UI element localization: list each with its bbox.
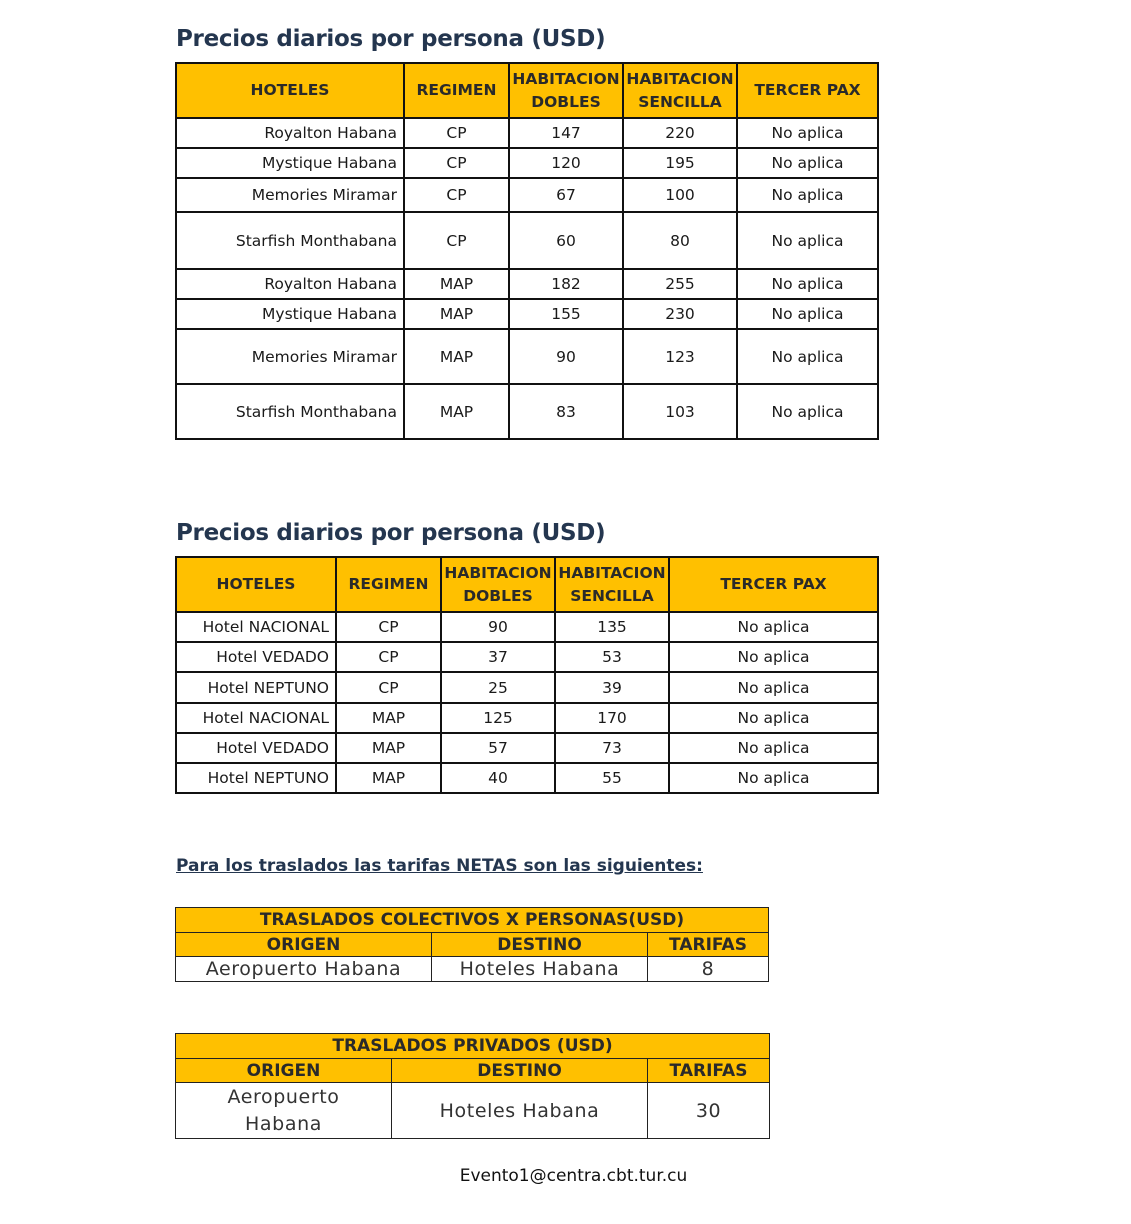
cell-sencilla: 255	[623, 269, 737, 299]
cell-sencilla: 195	[623, 148, 737, 178]
cell-hotel: Starfish Monthabana	[176, 212, 404, 269]
cell-sencilla: 55	[555, 763, 669, 793]
hotel-price-table-1	[175, 62, 879, 440]
cell-tercer: No aplica	[669, 672, 878, 703]
cell-regimen: MAP	[336, 763, 441, 793]
cell-origen: Aeropuerto Habana	[176, 957, 432, 982]
cell-hotel: Mystique Habana	[176, 299, 404, 329]
hotel-price-table-2	[175, 556, 879, 794]
header-destino: DESTINO	[432, 933, 648, 957]
cell-sencilla: 80	[623, 212, 737, 269]
cell-destino: Hoteles Habana	[432, 957, 648, 982]
cell-regimen: CP	[336, 642, 441, 672]
table-row	[176, 733, 878, 763]
cell-dobles: 155	[509, 299, 623, 329]
table-row	[176, 178, 878, 212]
cell-regimen: MAP	[404, 299, 509, 329]
header-hoteles: HOTELES	[176, 557, 336, 612]
cell-dobles: 60	[509, 212, 623, 269]
header-habitacion-sencilla: HABITACION SENCILLA	[623, 63, 737, 118]
cell-hotel: Hotel VEDADO	[176, 642, 336, 672]
cell-hotel: Hotel VEDADO	[176, 733, 336, 763]
footer-email: Evento1@centra.cbt.tur.cu	[459, 1166, 688, 1186]
cell-hotel: Hotel NACIONAL	[176, 703, 336, 733]
cell-tercer: No aplica	[669, 733, 878, 763]
cell-sencilla: 135	[555, 612, 669, 642]
cell-sencilla: 53	[555, 642, 669, 672]
cell-dobles: 120	[509, 148, 623, 178]
cell-regimen: MAP	[404, 384, 509, 439]
cell-tarifa: 30	[648, 1083, 770, 1139]
transfer-note: Para los traslados las tarifas NETAS son las siguientes:	[176, 856, 703, 876]
table-row	[176, 329, 878, 384]
cell-sencilla: 123	[623, 329, 737, 384]
transfer-private-table	[175, 1033, 770, 1139]
cell-dobles: 40	[441, 763, 555, 793]
header-hoteles: HOTELES	[176, 63, 404, 118]
cell-dobles: 25	[441, 672, 555, 703]
cell-hotel: Mystique Habana	[176, 148, 404, 178]
cell-tercer: No aplica	[669, 703, 878, 733]
transfer-collective-title: TRASLADOS COLECTIVOS X PERSONAS(USD)	[176, 908, 769, 933]
header-regimen: REGIMEN	[404, 63, 509, 118]
cell-sencilla: 220	[623, 118, 737, 148]
cell-dobles: 147	[509, 118, 623, 148]
cell-tercer: No aplica	[669, 612, 878, 642]
table-row	[176, 672, 878, 703]
cell-tercer: No aplica	[737, 118, 878, 148]
cell-dobles: 83	[509, 384, 623, 439]
cell-tercer: No aplica	[737, 269, 878, 299]
header-origen: ORIGEN	[176, 933, 432, 957]
cell-regimen: MAP	[336, 733, 441, 763]
table-row	[176, 642, 878, 672]
cell-sencilla: 170	[555, 703, 669, 733]
cell-regimen: CP	[404, 118, 509, 148]
header-habitacion-dobles: HABITACION DOBLES	[509, 63, 623, 118]
cell-sencilla: 230	[623, 299, 737, 329]
table-row	[176, 148, 878, 178]
cell-tercer: No aplica	[737, 178, 878, 212]
table-row	[176, 269, 878, 299]
cell-hotel: Memories Miramar	[176, 178, 404, 212]
cell-tercer: No aplica	[669, 642, 878, 672]
header-tercer-pax: TERCER PAX	[669, 557, 878, 612]
cell-regimen: CP	[404, 212, 509, 269]
cell-dobles: 125	[441, 703, 555, 733]
cell-regimen: CP	[404, 178, 509, 212]
cell-sencilla: 103	[623, 384, 737, 439]
cell-sencilla: 73	[555, 733, 669, 763]
cell-hotel: Royalton Habana	[176, 118, 404, 148]
cell-sencilla: 100	[623, 178, 737, 212]
cell-origen: Aeropuerto Habana	[176, 1083, 392, 1139]
cell-dobles: 67	[509, 178, 623, 212]
table-row	[176, 212, 878, 269]
cell-regimen: MAP	[336, 703, 441, 733]
cell-destino: Hoteles Habana	[392, 1083, 648, 1139]
cell-hotel: Starfish Monthabana	[176, 384, 404, 439]
cell-dobles: 57	[441, 733, 555, 763]
cell-regimen: MAP	[404, 329, 509, 384]
header-tercer-pax: TERCER PAX	[737, 63, 878, 118]
cell-tercer: No aplica	[737, 212, 878, 269]
cell-hotel: Royalton Habana	[176, 269, 404, 299]
cell-hotel: Memories Miramar	[176, 329, 404, 384]
cell-dobles: 90	[441, 612, 555, 642]
header-origen: ORIGEN	[176, 1059, 392, 1083]
cell-regimen: MAP	[404, 269, 509, 299]
cell-hotel: Hotel NACIONAL	[176, 612, 336, 642]
cell-regimen: CP	[404, 148, 509, 178]
transfer-collective-table	[175, 907, 769, 982]
header-destino: DESTINO	[392, 1059, 648, 1083]
cell-dobles: 37	[441, 642, 555, 672]
cell-dobles: 90	[509, 329, 623, 384]
cell-sencilla: 39	[555, 672, 669, 703]
cell-regimen: CP	[336, 672, 441, 703]
table2-title: Precios diarios por persona (USD)	[176, 520, 606, 546]
table-row	[176, 118, 878, 148]
cell-regimen: CP	[336, 612, 441, 642]
header-habitacion-sencilla: HABITACION SENCILLA	[555, 557, 669, 612]
cell-tercer: No aplica	[737, 329, 878, 384]
cell-tercer: No aplica	[737, 299, 878, 329]
table-row	[176, 703, 878, 733]
cell-tercer: No aplica	[737, 384, 878, 439]
cell-hotel: Hotel NEPTUNO	[176, 763, 336, 793]
header-tarifas: TARIFAS	[648, 1059, 770, 1083]
table-row	[176, 384, 878, 439]
table-row	[176, 299, 878, 329]
table1-title: Precios diarios por persona (USD)	[176, 26, 606, 52]
cell-dobles: 182	[509, 269, 623, 299]
cell-tarifa: 8	[648, 957, 769, 982]
transfer-private-title: TRASLADOS PRIVADOS (USD)	[176, 1034, 770, 1059]
cell-tercer: No aplica	[669, 763, 878, 793]
header-habitacion-dobles: HABITACION DOBLES	[441, 557, 555, 612]
table-row	[176, 763, 878, 793]
cell-hotel: Hotel NEPTUNO	[176, 672, 336, 703]
table-row	[176, 612, 878, 642]
cell-tercer: No aplica	[737, 148, 878, 178]
header-tarifas: TARIFAS	[648, 933, 769, 957]
header-regimen: REGIMEN	[336, 557, 441, 612]
